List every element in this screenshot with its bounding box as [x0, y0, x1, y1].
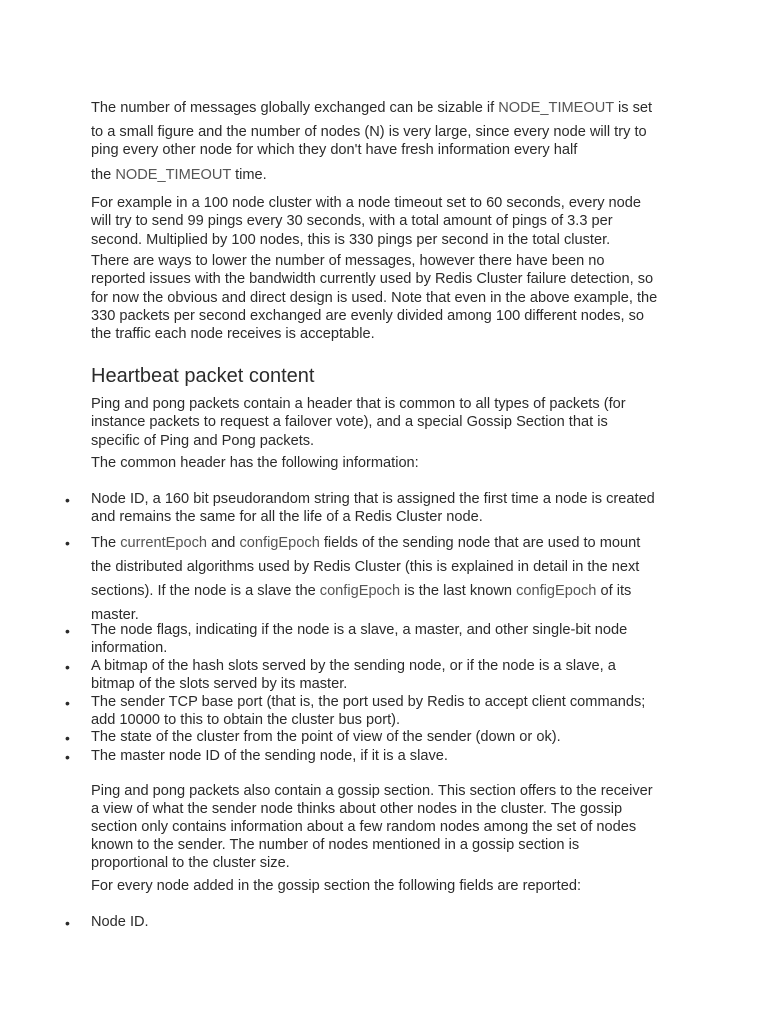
list-bullet: • — [65, 623, 70, 639]
inline-code: NODE_TIMEOUT — [498, 100, 614, 116]
paragraph-gossip-section: Ping and pong packets also contain a gossip section. This section offers to the receiver a view of what the sender node thinks about other nodes in the cluster. The gossip section only contains information about a few random nodes among the set of nodes known to the sender. The number of nodes mentioned in a gossip section is proportional to the cluster size. — [91, 783, 653, 871]
list-bullet: • — [65, 695, 70, 711]
inline-code: configEpoch — [239, 535, 320, 551]
list-bullet: • — [65, 492, 70, 508]
paragraph-packet-header: Ping and pong packets contain a header that is common to all types of packets (for instance packets to request a failover vote), and a special Gossip Section that is specific of Ping and Pong packets. — [91, 396, 626, 449]
paragraph-common-header-intro: The common header has the following information: — [91, 455, 419, 471]
inline-code: configEpoch — [516, 583, 597, 599]
list-item: The sender TCP base port (that is, the port used by Redis to accept client commands; add 10000 to this to obtain the cluster bus port). — [91, 694, 646, 728]
list-item: A bitmap of the hash slots served by the sending node, or if the node is a slave, a bitmap of the slots served by its master. — [91, 658, 616, 692]
paragraph-node-timeout: The number of messages globally exchanged can be sizable if NODE_TIMEOUT is set to a small figure and the number of nodes (N) is very large, since every node will try to ping every other node for which they don't have fresh information every half the NODE_TIMEOUT time. — [91, 100, 653, 183]
list-item: The node flags, indicating if the node is a slave, a master, and other single-bit node information. — [91, 622, 628, 656]
paragraph-gossip-fields-intro: For every node added in the gossip section the following fields are reported: — [91, 878, 581, 894]
list-item: The currentEpoch and configEpoch fields of the sending node that are used to mount the distributed algorithms used by Redis Cluster (this is explained in detail in the next sections). If the node is a slave the configEpoch is the last known configEpoch of its master. — [91, 535, 641, 623]
list-item: Node ID, a 160 bit pseudorandom string that is assigned the first time a node is created and remains the same for all the life of a Redis Cluster node. — [91, 491, 655, 525]
inline-code: NODE_TIMEOUT — [115, 167, 232, 183]
paragraph-example: For example in a 100 node cluster with a node timeout set to 60 seconds, every node will try to send 99 pings every 30 seconds, with a total amount of pings of 3.3 per second. Multiplied by 100 nodes, this is 330 pings per second in the total cluster. — [91, 195, 642, 248]
list-bullet: • — [65, 749, 70, 765]
paragraph-bandwidth: There are ways to lower the number of messages, however there have been no reported issues with the bandwidth currently used by Redis Cluster failure detection, so for now the obvious and direct design is used. Note that even in the above example, the 330 packets per second exchanged are evenly divided among 100 different nodes, so the traffic each node receives is acceptable. — [91, 253, 658, 343]
list-bullet: • — [65, 659, 70, 675]
list-item: The master node ID of the sending node, if it is a slave. — [91, 748, 448, 764]
list-bullet: • — [65, 535, 70, 551]
list-item: The state of the cluster from the point of view of the sender (down or ok). — [91, 729, 561, 745]
list-item: Node ID. — [91, 914, 149, 930]
list-bullet: • — [65, 915, 70, 931]
section-heading: Heartbeat packet content — [91, 365, 315, 387]
inline-code: configEpoch — [319, 583, 401, 599]
list-bullet: • — [65, 730, 70, 746]
inline-code: currentEpoch — [120, 535, 208, 551]
